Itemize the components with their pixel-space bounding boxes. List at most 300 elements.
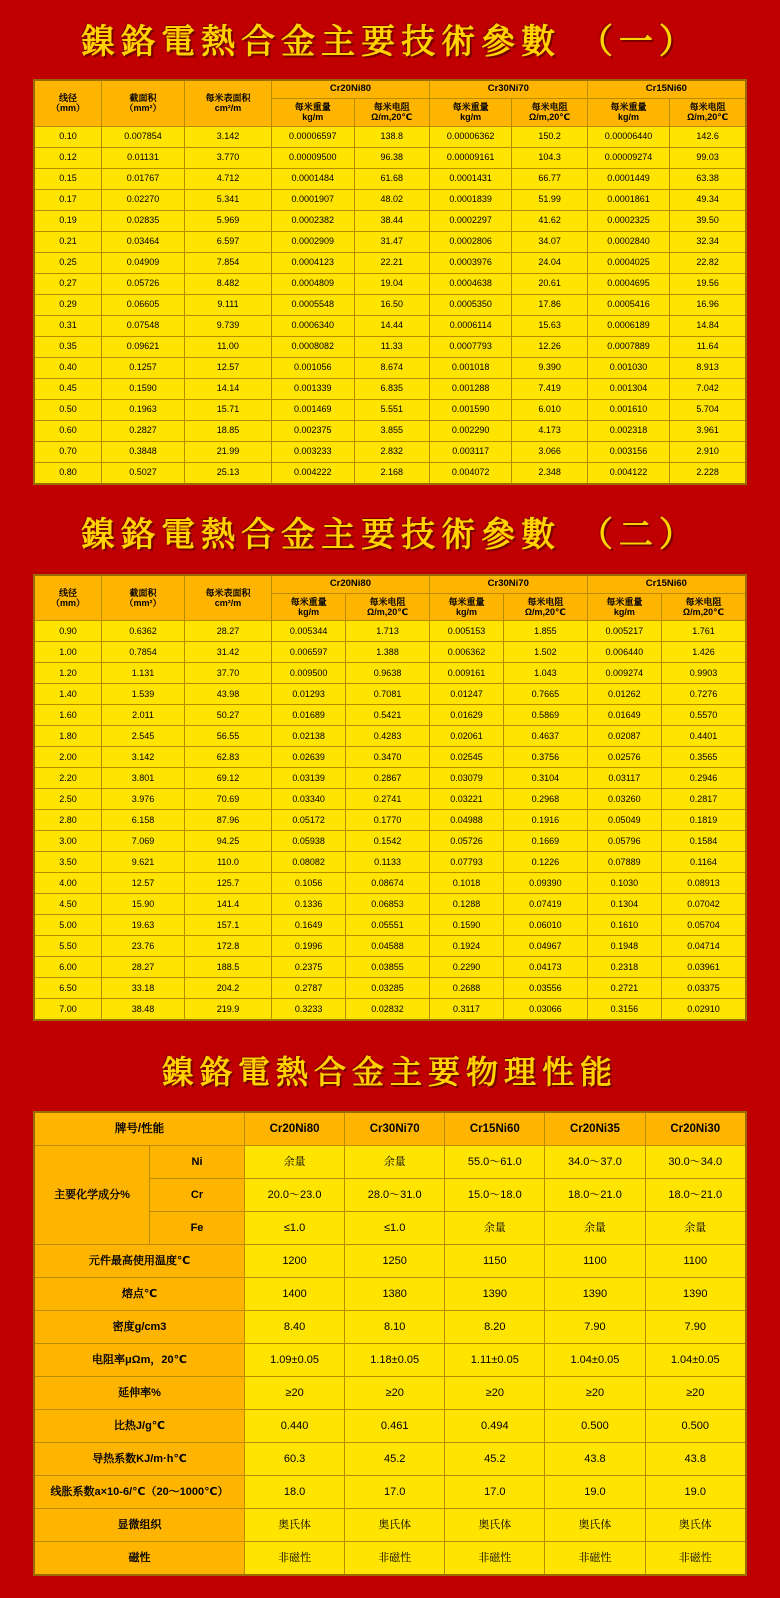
- table-row: [34, 789, 746, 810]
- table-header-row: [34, 1112, 746, 1146]
- table-cell: 0.5421: [346, 705, 430, 726]
- table-cell: 非磁性: [645, 1542, 746, 1576]
- table-cell: 0.17: [34, 189, 102, 210]
- col-header-resistance: 每米电阻 Ω/m,20℃: [504, 593, 588, 621]
- table-cell: 0.05726: [102, 273, 185, 294]
- table-cell: 1400: [245, 1278, 345, 1311]
- table-row: [34, 168, 746, 189]
- table-cell: 99.03: [670, 147, 746, 168]
- section2-title: 鎳鉻電熱合金主要技術參數 （二）: [81, 514, 699, 555]
- table-cell: 1.855: [504, 621, 588, 642]
- table-cell: 125.7: [185, 873, 272, 894]
- table-cell: 0.0008082: [272, 336, 355, 357]
- row-header: 延伸率%: [34, 1377, 245, 1410]
- row-header: 电阻率μΩm，20℃: [34, 1344, 245, 1377]
- table-cell: 0.3117: [429, 999, 503, 1021]
- table-cell: 余量: [345, 1146, 445, 1179]
- table-row: [34, 999, 746, 1021]
- table-cell: 0.07419: [504, 894, 588, 915]
- table-cell: 0.0004638: [429, 273, 512, 294]
- col-header-diameter: 线径 （mm）: [34, 575, 102, 621]
- row-header: 元件最高使用温度℃: [34, 1245, 245, 1278]
- table-cell: 3.976: [102, 789, 185, 810]
- col-header-resistance: 每米电阻 Ω/m,20℃: [670, 98, 746, 126]
- table-cell: 0.7665: [504, 684, 588, 705]
- table-cell: 2.80: [34, 810, 102, 831]
- table-cell: 7.419: [512, 378, 587, 399]
- table-cell: 15.71: [185, 399, 272, 420]
- table-cell: 3.801: [102, 768, 185, 789]
- table-cell: 41.62: [512, 210, 587, 231]
- table-cell: 0.12: [34, 147, 102, 168]
- col-header-resistance: 每米电阻 Ω/m,20℃: [512, 98, 587, 126]
- col-header-weight: 每米重量 kg/m: [587, 98, 670, 126]
- table-cell: 1.60: [34, 705, 102, 726]
- col-header-weight: 每米重量 kg/m: [272, 98, 355, 126]
- table-cell: 0.10: [34, 126, 102, 147]
- table-cell: 1100: [545, 1245, 645, 1278]
- row-subheader: Ni: [150, 1146, 245, 1179]
- table-cell: 7.90: [645, 1311, 746, 1344]
- table-cell: 38.48: [102, 999, 185, 1021]
- table-cell: 0.009274: [587, 663, 661, 684]
- table-cell: 0.29: [34, 294, 102, 315]
- table-row: [34, 957, 746, 978]
- table-cell: ≥20: [445, 1377, 545, 1410]
- table-row: [34, 936, 746, 957]
- table-cell: 39.50: [670, 210, 746, 231]
- table-cell: 0.0004025: [587, 252, 670, 273]
- table-cell: 18.85: [185, 420, 272, 441]
- table-cell: 0.2290: [429, 957, 503, 978]
- table-cell: 0.0002840: [587, 231, 670, 252]
- table-cell: 0.3848: [102, 441, 185, 462]
- table-cell: 70.69: [185, 789, 272, 810]
- table-cell: 43.8: [545, 1443, 645, 1476]
- table-cell: 34.07: [512, 231, 587, 252]
- table-cell: 5.341: [185, 189, 272, 210]
- table-cell: 0.21: [34, 231, 102, 252]
- table-cell: 0.25: [34, 252, 102, 273]
- col-header-diameter: 线径 （mm）: [34, 80, 102, 126]
- table-cell: 0.009500: [272, 663, 346, 684]
- table-cell: 0.70: [34, 441, 102, 462]
- row-header: 显微组织: [34, 1509, 245, 1542]
- table-cell: 0.7276: [661, 684, 746, 705]
- table-cell: 0.006362: [429, 642, 503, 663]
- col-group-header: Cr20Ni80: [272, 575, 430, 593]
- table-cell: 43.98: [185, 684, 272, 705]
- table-cell: 0.01247: [429, 684, 503, 705]
- col-header-surface: 每米表面积 cm²/m: [185, 80, 272, 126]
- table-cell: 0.03464: [102, 231, 185, 252]
- col-header-resistance: 每米电阻 Ω/m,20℃: [661, 593, 746, 621]
- table-cell: 45.2: [445, 1443, 545, 1476]
- col-group-header: Cr30Ni70: [429, 80, 587, 98]
- table-cell: 非磁性: [245, 1542, 345, 1576]
- table-cell: 0.5869: [504, 705, 588, 726]
- table-row: [34, 126, 746, 147]
- table-cell: 63.38: [670, 168, 746, 189]
- table-cell: 0.1590: [102, 378, 185, 399]
- table-cell: 19.56: [670, 273, 746, 294]
- table-cell: 188.5: [185, 957, 272, 978]
- table-row: [34, 1278, 746, 1311]
- table-row: [34, 621, 746, 642]
- table-cell: 1.04±0.05: [645, 1344, 746, 1377]
- table-cell: 3.142: [102, 747, 185, 768]
- table-cell: 0.9903: [661, 663, 746, 684]
- table-row: [34, 336, 746, 357]
- table-cell: 0.05726: [429, 831, 503, 852]
- col-header-surface: 每米表面积 cm²/m: [185, 575, 272, 621]
- table-cell: 0.0002297: [429, 210, 512, 231]
- table-cell: 0.05938: [272, 831, 346, 852]
- table-cell: 0.07889: [587, 852, 661, 873]
- table-cell: 0.003156: [587, 441, 670, 462]
- table-cell: 31.42: [185, 642, 272, 663]
- table-cell: 56.55: [185, 726, 272, 747]
- table-cell: 0.1924: [429, 936, 503, 957]
- col-header: Cr20Ni80: [245, 1112, 345, 1146]
- table-cell: 5.00: [34, 915, 102, 936]
- table-cell: 3.142: [185, 126, 272, 147]
- table-cell: 3.855: [354, 420, 429, 441]
- table-row: [34, 189, 746, 210]
- table-row: [34, 315, 746, 336]
- table-cell: 0.05172: [272, 810, 346, 831]
- table-cell: 8.20: [445, 1311, 545, 1344]
- table-cell: 0.0006189: [587, 315, 670, 336]
- row-header: 线胀系数a×10-6/℃（20～1000℃）: [34, 1476, 245, 1509]
- table-cell: 0.05704: [661, 915, 746, 936]
- table-cell: 0.1963: [102, 399, 185, 420]
- table-cell: 0.1164: [661, 852, 746, 873]
- table-cell: ≥20: [545, 1377, 645, 1410]
- table-cell: ≥20: [645, 1377, 746, 1410]
- table-cell: 0.0006340: [272, 315, 355, 336]
- table-cell: 0.4401: [661, 726, 746, 747]
- table-cell: 0.02087: [587, 726, 661, 747]
- table-cell: 16.50: [354, 294, 429, 315]
- table-cell: 62.83: [185, 747, 272, 768]
- table-cell: 51.99: [512, 189, 587, 210]
- table-cell: 0.001018: [429, 357, 512, 378]
- table-cell: 6.158: [102, 810, 185, 831]
- table-cell: 30.0～34.0: [645, 1146, 746, 1179]
- table-cell: 1380: [345, 1278, 445, 1311]
- table-row: [34, 642, 746, 663]
- table-cell: ≥20: [245, 1377, 345, 1410]
- table-cell: 0.0001907: [272, 189, 355, 210]
- table-cell: 0.0002806: [429, 231, 512, 252]
- table-cell: 0.005153: [429, 621, 503, 642]
- table-cell: 33.18: [102, 978, 185, 999]
- table-row: [34, 1509, 746, 1542]
- table-cell: 28.27: [185, 621, 272, 642]
- col-header-resistance: 每米电阻 Ω/m,20℃: [354, 98, 429, 126]
- table-cell: 0.0005350: [429, 294, 512, 315]
- table-cell: 150.2: [512, 126, 587, 147]
- row-subheader: Cr: [150, 1179, 245, 1212]
- table-row: [34, 1542, 746, 1576]
- table-row: [34, 1245, 746, 1278]
- table-cell: 0.02832: [346, 999, 430, 1021]
- table-cell: 3.00: [34, 831, 102, 852]
- table-cell: 0.0005548: [272, 294, 355, 315]
- table-cell: 1.04±0.05: [545, 1344, 645, 1377]
- table-cell: 0.01767: [102, 168, 185, 189]
- table-cell: 0.1133: [346, 852, 430, 873]
- table-cell: 余量: [645, 1212, 746, 1245]
- table-cell: 0.03285: [346, 978, 430, 999]
- table-cell: 0.07042: [661, 894, 746, 915]
- table-cell: 0.07793: [429, 852, 503, 873]
- table-cell: 15.63: [512, 315, 587, 336]
- table-cell: 0.1996: [272, 936, 346, 957]
- table-cell: 0.3104: [504, 768, 588, 789]
- table-cell: 1.40: [34, 684, 102, 705]
- table-row: [34, 1146, 746, 1179]
- table-cell: 18.0: [245, 1476, 345, 1509]
- table-cell: 0.50: [34, 399, 102, 420]
- section3-title: 鎳鉻電熱合金主要物理性能: [161, 1053, 618, 1092]
- table-cell: 0.0004695: [587, 273, 670, 294]
- physical-properties-table: [33, 1111, 747, 1576]
- table-cell: 19.04: [354, 273, 429, 294]
- table-cell: 0.02138: [272, 726, 346, 747]
- table-cell: 2.50: [34, 789, 102, 810]
- section1-title: 鎳鉻電熱合金主要技術參數 （一）: [81, 22, 699, 62]
- table-cell: 14.14: [185, 378, 272, 399]
- table-row: [34, 399, 746, 420]
- table-row: [34, 873, 746, 894]
- table-cell: 0.0001449: [587, 168, 670, 189]
- table-cell: 0.0001484: [272, 168, 355, 189]
- table-cell: 2.011: [102, 705, 185, 726]
- table-cell: 0.001030: [587, 357, 670, 378]
- col-group-header: Cr15Ni60: [587, 80, 746, 98]
- table-cell: 19.63: [102, 915, 185, 936]
- table-cell: 2.832: [354, 441, 429, 462]
- table-cell: 11.64: [670, 336, 746, 357]
- table-cell: 0.007854: [102, 126, 185, 147]
- table-cell: 0.0001839: [429, 189, 512, 210]
- table-cell: 1.713: [346, 621, 430, 642]
- table-row: [34, 768, 746, 789]
- table-cell: 0.1669: [504, 831, 588, 852]
- table-cell: 0.001469: [272, 399, 355, 420]
- table-cell: 0.03066: [504, 999, 588, 1021]
- table-cell: 0.1288: [429, 894, 503, 915]
- table-cell: 8.674: [354, 357, 429, 378]
- table-cell: 0.004072: [429, 462, 512, 484]
- table-row: [34, 1410, 746, 1443]
- table-cell: 0.35: [34, 336, 102, 357]
- col-header: Cr30Ni70: [345, 1112, 445, 1146]
- table-cell: 19.0: [645, 1476, 746, 1509]
- table-cell: 24.04: [512, 252, 587, 273]
- table-cell: 204.2: [185, 978, 272, 999]
- table-cell: 0.05551: [346, 915, 430, 936]
- table-cell: 32.34: [670, 231, 746, 252]
- table-cell: 0.1030: [587, 873, 661, 894]
- table-cell: 0.31: [34, 315, 102, 336]
- table-cell: 55.0～61.0: [445, 1146, 545, 1179]
- table-row: [34, 357, 746, 378]
- table-cell: 1390: [445, 1278, 545, 1311]
- table-cell: 0.2318: [587, 957, 661, 978]
- table-cell: 1390: [645, 1278, 746, 1311]
- table-cell: 3.961: [670, 420, 746, 441]
- table-cell: 0.001339: [272, 378, 355, 399]
- table-cell: 22.21: [354, 252, 429, 273]
- table-cell: 0.001304: [587, 378, 670, 399]
- table-cell: 34.0～37.0: [545, 1146, 645, 1179]
- table-cell: 0.1584: [661, 831, 746, 852]
- table-cell: 0.4637: [504, 726, 588, 747]
- table-cell: 0.005344: [272, 621, 346, 642]
- table-cell: 1390: [545, 1278, 645, 1311]
- table-cell: 0.08913: [661, 873, 746, 894]
- table-cell: 1.09±0.05: [245, 1344, 345, 1377]
- table-cell: 1150: [445, 1245, 545, 1278]
- tech-params-table-1: [33, 79, 747, 485]
- table-cell: 9.739: [185, 315, 272, 336]
- table-cell: 28.27: [102, 957, 185, 978]
- table-cell: 0.1948: [587, 936, 661, 957]
- table-cell: 0.04588: [346, 936, 430, 957]
- table-cell: 11.00: [185, 336, 272, 357]
- table-cell: 0.0003976: [429, 252, 512, 273]
- table-cell: 0.01629: [429, 705, 503, 726]
- table-cell: 138.8: [354, 126, 429, 147]
- table-cell: 0.40: [34, 357, 102, 378]
- table-cell: 4.712: [185, 168, 272, 189]
- table-cell: 0.02910: [661, 999, 746, 1021]
- col-header-weight: 每米重量 kg/m: [272, 593, 346, 621]
- row-header: 导热系数KJ/m·h℃: [34, 1443, 245, 1476]
- table-cell: 12.57: [185, 357, 272, 378]
- table-cell: 0.01293: [272, 684, 346, 705]
- table-cell: 2.00: [34, 747, 102, 768]
- table-cell: 0.02639: [272, 747, 346, 768]
- table-row: [34, 810, 746, 831]
- table-row: [34, 747, 746, 768]
- table-cell: 17.86: [512, 294, 587, 315]
- table-cell: 3.770: [185, 147, 272, 168]
- table-cell: 0.02270: [102, 189, 185, 210]
- table-cell: 0.003233: [272, 441, 355, 462]
- table-cell: 14.84: [670, 315, 746, 336]
- table-cell: 1.11±0.05: [445, 1344, 545, 1377]
- table-cell: 0.19: [34, 210, 102, 231]
- table-cell: 15.0～18.0: [445, 1179, 545, 1212]
- table-row: [34, 1476, 746, 1509]
- table-cell: 31.47: [354, 231, 429, 252]
- table-cell: 0.03221: [429, 789, 503, 810]
- col-group-header: Cr15Ni60: [587, 575, 746, 593]
- col-header: 牌号/性能: [34, 1112, 245, 1146]
- table-cell: 0.001590: [429, 399, 512, 420]
- table-row: [34, 894, 746, 915]
- table-cell: 奥氏体: [245, 1509, 345, 1542]
- col-header-weight: 每米重量 kg/m: [429, 98, 512, 126]
- table-cell: 0.0005416: [587, 294, 670, 315]
- table-cell: 8.10: [345, 1311, 445, 1344]
- table-row: [34, 663, 746, 684]
- table-cell: 0.04909: [102, 252, 185, 273]
- table-cell: 0.1610: [587, 915, 661, 936]
- table-cell: 18.0～21.0: [545, 1179, 645, 1212]
- table-cell: 9.621: [102, 852, 185, 873]
- table-cell: 0.02576: [587, 747, 661, 768]
- table-cell: 奥氏体: [645, 1509, 746, 1542]
- table-cell: 1100: [645, 1245, 746, 1278]
- table-cell: 0.2867: [346, 768, 430, 789]
- table-cell: 0.1916: [504, 810, 588, 831]
- table-cell: 6.50: [34, 978, 102, 999]
- table-cell: 5.551: [354, 399, 429, 420]
- table-cell: 1.426: [661, 642, 746, 663]
- table-cell: 余量: [445, 1212, 545, 1245]
- table-cell: 0.01649: [587, 705, 661, 726]
- table-cell: 0.0007793: [429, 336, 512, 357]
- table-row: [34, 978, 746, 999]
- table-cell: 1250: [345, 1245, 445, 1278]
- col-header: Cr20Ni35: [545, 1112, 645, 1146]
- table-cell: 49.34: [670, 189, 746, 210]
- table-cell: 28.0～31.0: [345, 1179, 445, 1212]
- table-cell: 7.069: [102, 831, 185, 852]
- table-cell: 0.7854: [102, 642, 185, 663]
- table-cell: 余量: [245, 1146, 345, 1179]
- table-cell: 3.066: [512, 441, 587, 462]
- table-cell: 5.50: [34, 936, 102, 957]
- table-cell: 0.03556: [504, 978, 588, 999]
- table-cell: 4.50: [34, 894, 102, 915]
- table-cell: 2.910: [670, 441, 746, 462]
- table-cell: 0.03079: [429, 768, 503, 789]
- table-cell: 0.06853: [346, 894, 430, 915]
- table-cell: 0.0004809: [272, 273, 355, 294]
- col-header-resistance: 每米电阻 Ω/m,20℃: [346, 593, 430, 621]
- table-cell: 奥氏体: [545, 1509, 645, 1542]
- table-row: [34, 684, 746, 705]
- table-row: [34, 252, 746, 273]
- table-cell: 0.0006114: [429, 315, 512, 336]
- table-cell: 0.005217: [587, 621, 661, 642]
- table-cell: 0.07548: [102, 315, 185, 336]
- table-row: [34, 147, 746, 168]
- table-cell: 12.26: [512, 336, 587, 357]
- table-cell: 0.3565: [661, 747, 746, 768]
- table-cell: 7.00: [34, 999, 102, 1021]
- table-cell: 0.90: [34, 621, 102, 642]
- table-cell: 0.0002909: [272, 231, 355, 252]
- table-cell: 0.03340: [272, 789, 346, 810]
- table-cell: 0.03855: [346, 957, 430, 978]
- table-cell: 0.05796: [587, 831, 661, 852]
- table-cell: 1.539: [102, 684, 185, 705]
- table-cell: 0.1056: [272, 873, 346, 894]
- table-row: [34, 462, 746, 484]
- table-cell: 157.1: [185, 915, 272, 936]
- table-cell: 12.57: [102, 873, 185, 894]
- table-cell: 141.4: [185, 894, 272, 915]
- table-cell: 0.494: [445, 1410, 545, 1443]
- table-cell: 0.01131: [102, 147, 185, 168]
